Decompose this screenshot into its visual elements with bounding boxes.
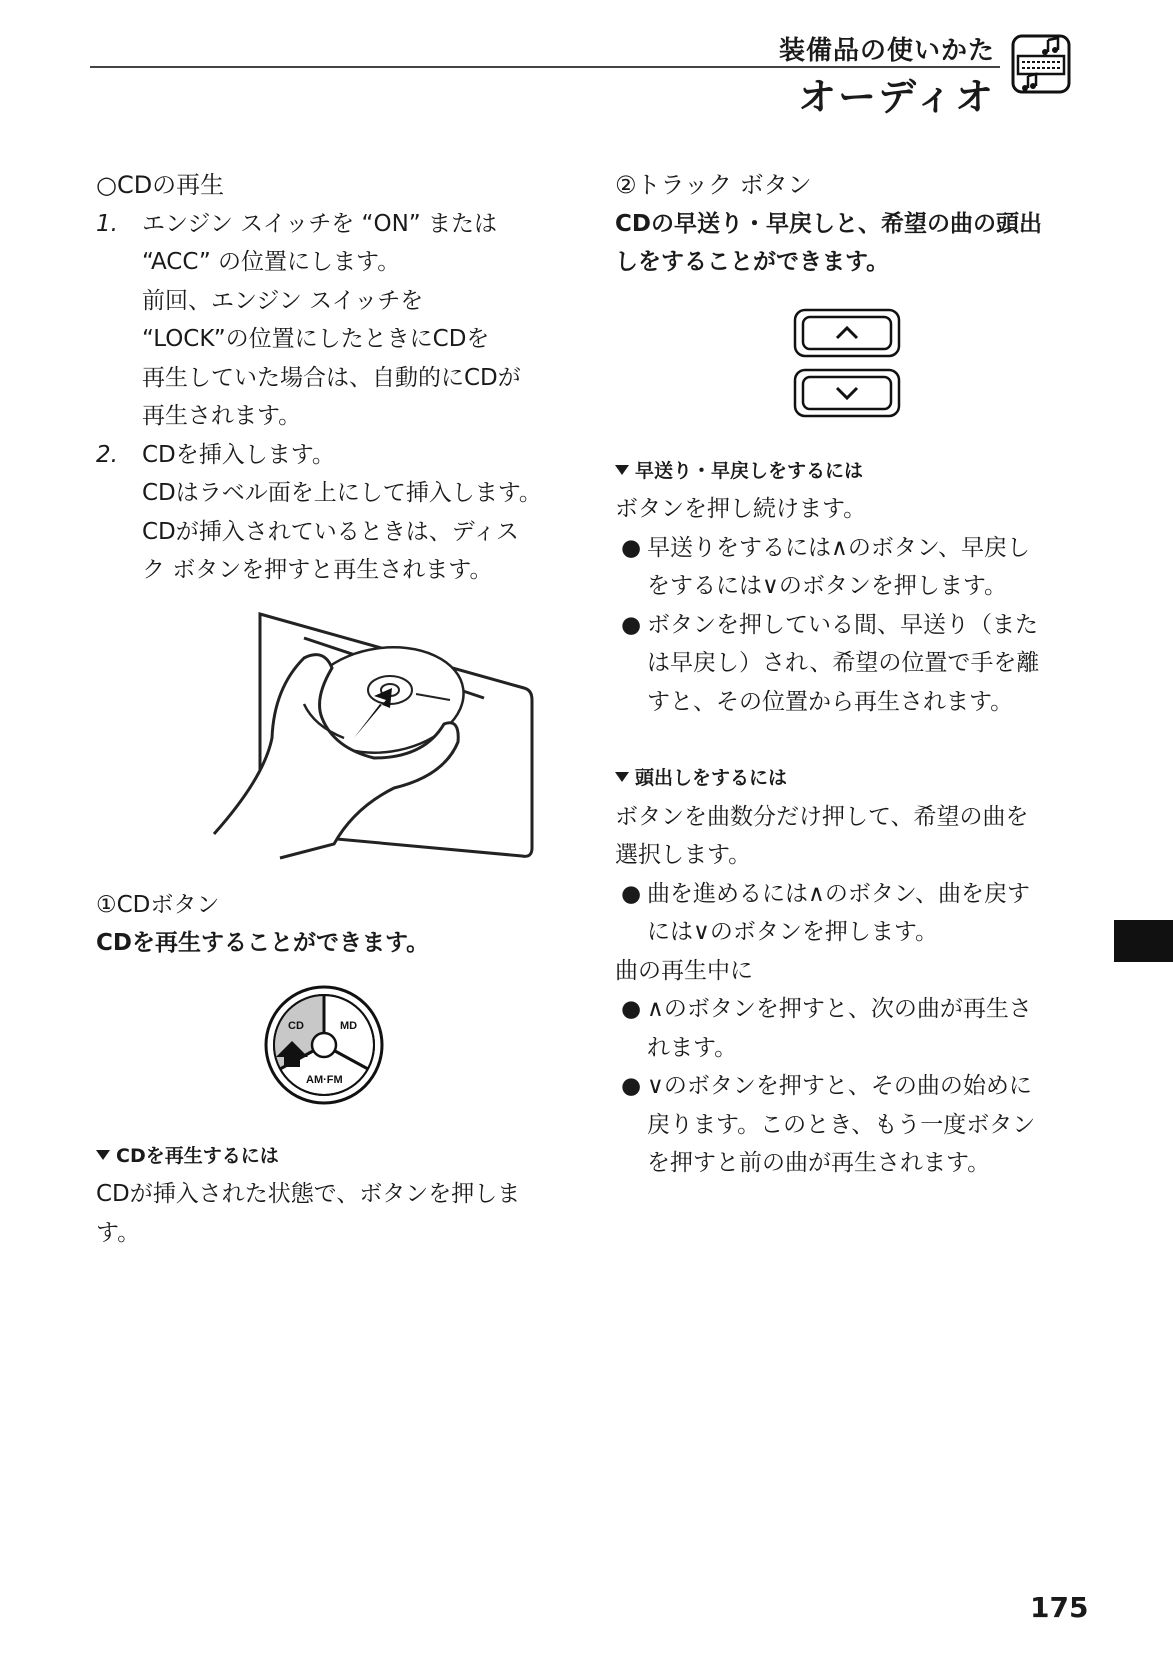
triangle-marker-icon xyxy=(615,465,629,475)
step-line: 再生されます。 xyxy=(142,403,302,429)
md-label: MD xyxy=(340,1019,358,1032)
chapter-subtitle: 装備品の使いかた xyxy=(778,36,995,66)
bullet-line: を押すと前の曲が再生されます。 xyxy=(647,1150,991,1176)
bullet-line: ボタンを押している間、早送り（また xyxy=(647,611,1038,638)
track-button-title: ②トラック ボタン xyxy=(615,171,812,199)
play-line: CDが挿入された状態で、ボタンを押しま xyxy=(96,1181,521,1207)
cd-insert-illustration xyxy=(154,608,554,868)
source-knob-illustration[interactable] xyxy=(262,983,386,1107)
bullet-line: ∨のボタンを押すと、その曲の始めに xyxy=(647,1073,1032,1099)
triangle-marker-icon xyxy=(615,772,629,782)
ff-subheading xyxy=(615,452,1085,491)
step-number: 1. xyxy=(96,210,118,237)
bullet-line: をするには∨のボタンを押します。 xyxy=(647,573,1007,599)
chapter-title: オーディオ xyxy=(798,75,995,119)
page-number: 175 xyxy=(1030,1591,1089,1624)
ff-subheading-text: 早送り・早戻しをするには xyxy=(635,459,864,482)
bullet-line: すと、その位置から再生されます。 xyxy=(647,688,1014,715)
step-line: CDはラベル面を上にして挿入します。 xyxy=(142,480,542,506)
during-play-label: 曲の再生中に xyxy=(615,957,753,984)
bullet-line: ∧のボタンを押すと、次の曲が再生さ xyxy=(647,996,1032,1022)
amfm-label: AM·FM xyxy=(306,1073,343,1086)
bullet-line: には∨のボタンを押します。 xyxy=(647,919,938,945)
cd-label: CD xyxy=(288,1019,304,1032)
during-bullet-1: ● ∧のボタンを押すと、次の曲が再生さ れます。 xyxy=(615,990,1085,1067)
track-buttons-illustration xyxy=(793,308,901,418)
step-2 xyxy=(96,436,566,475)
step-1-note xyxy=(96,282,566,436)
cue-subheading xyxy=(615,759,1085,798)
play-subheading xyxy=(96,1137,566,1176)
step-line: “LOCK”の位置にしたときにCDを xyxy=(142,326,490,352)
step-2-note xyxy=(96,474,566,590)
track-down-button[interactable] xyxy=(803,377,891,409)
cd-button-desc: CDを再生することができます。 xyxy=(96,930,430,956)
track-up-button[interactable] xyxy=(803,317,891,349)
step-line: CDを挿入します。 xyxy=(142,441,335,468)
ff-intro: ボタンを押し続けます。 xyxy=(615,496,867,522)
play-line: す。 xyxy=(96,1219,141,1246)
cd-button-title: ①CDボタン xyxy=(96,891,220,918)
cue-intro-line: ボタンを曲数分だけ押して、希望の曲を xyxy=(615,803,1029,830)
step-line: 再生していた場合は、自動的にCDが xyxy=(142,364,521,391)
cue-intro-line: 選択します。 xyxy=(615,842,752,868)
during-bullet-2: ● ∨のボタンを押すと、その曲の始めに 戻ります。このとき、もう一度ボタン を押すと前の曲が再生されます。 xyxy=(615,1067,1085,1183)
bullet-line: 早送りをするには∧のボタン、早戻し xyxy=(647,534,1030,561)
cue-subheading-text: 頭出しをするには xyxy=(635,767,788,789)
section-title-cd-play: ○CDの再生 xyxy=(96,171,225,199)
step-1 xyxy=(96,205,566,282)
step-line: “ACC” の位置にします。 xyxy=(142,249,401,275)
step-line: CDが挿入されているときは、ディス xyxy=(142,518,519,545)
step-number: 2. xyxy=(96,441,118,468)
step-line: ク ボタンを押すと再生されます。 xyxy=(142,557,493,583)
chapter-tab-marker xyxy=(1114,920,1173,962)
bullet-line: 曲を進めるには∧のボタン、曲を戻す xyxy=(647,880,1030,907)
ff-bullet-2: ● ボタンを押している間、早送り（また は早戻し）され、希望の位置で手を離 すと、その位置から再生されます。 xyxy=(615,606,1085,722)
cue-bullet-1: ● 曲を進めるには∧のボタン、曲を戻す には∨のボタンを押します。 xyxy=(615,875,1085,952)
left-column xyxy=(96,166,566,1252)
right-column xyxy=(615,166,1085,1183)
play-subheading-text: CDを再生するには xyxy=(116,1144,279,1167)
step-line: エンジン スイッチを “ON” または xyxy=(142,210,498,237)
step-line: 前回、エンジン スイッチを xyxy=(142,287,424,314)
track-desc-line: CDの早送り・早戻しと、希望の曲の頭出 xyxy=(615,210,1042,237)
track-desc-line: しをすることができます。 xyxy=(615,249,890,275)
music-note-audio-icon xyxy=(1010,32,1072,96)
triangle-marker-icon xyxy=(96,1150,110,1160)
bullet-line: れます。 xyxy=(647,1034,738,1061)
bullet-line: は早戻し）され、希望の位置で手を離 xyxy=(647,650,1040,676)
ff-bullet-1: ● 早送りをするには∧のボタン、早戻し をするには∨のボタンを押します。 xyxy=(615,529,1085,606)
bullet-line: 戻ります。このとき、もう一度ボタン xyxy=(647,1111,1036,1138)
